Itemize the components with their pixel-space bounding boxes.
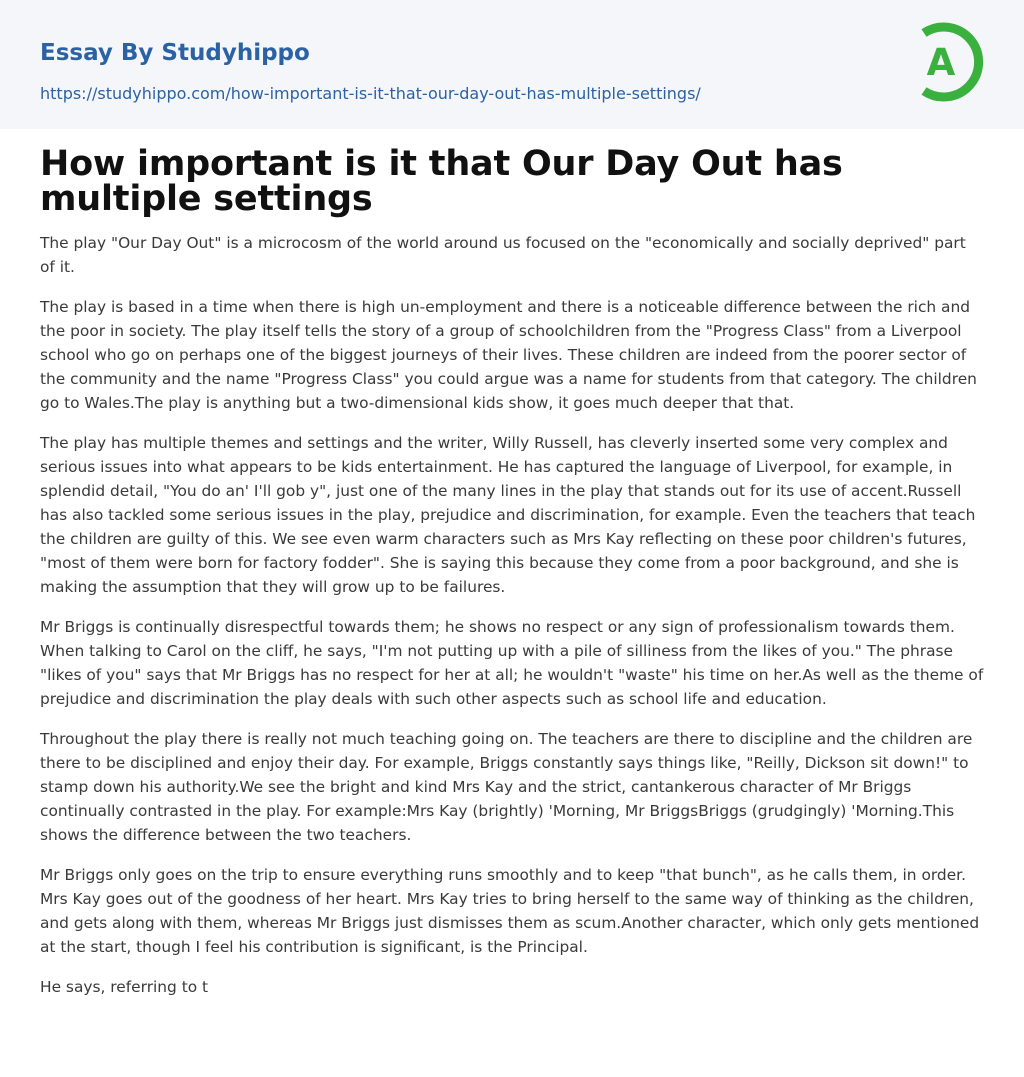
paragraph: The play has multiple themes and settings and the writer, Willy Russell, has cleverly inserted some very complex and serious issues into what appears to be kids entertainment. He has captured the language of Liverpool, for example, in splendid detail, "You do an' I'll gob y", just one of the many lines in the play that stands out for its use of accent.Russell has also tackled some serious issues in the play, prejudice and discrimination, for example. Even the teachers that teach the children are guilty of this. We see even warm characters such as Mrs Kay reflecting on these poor children's futures, "most of them were born for factory fodder". She is saying this because they come from a poor background, and she is making the assumption that they will grow up to be failures. (40, 434, 976, 596)
logo-letter: A (926, 41, 956, 84)
source-url-link[interactable]: https://studyhippo.com/how-important-is-it-that-our-day-out-has-multiple-settings/ (40, 84, 701, 103)
paragraph: Mr Briggs is continually disrespectful towards them; he shows no respect or any sign of professionalism towards them. When talking to Carol on the cliff, he says, "I'm not putting up with a pile of silliness from the likes of you." The phrase "likes of you" says that Mr Briggs has no respect for her at all; he wouldn't "waste" his time on her.As well as the theme of prejudice and discrimination the play deals with such other aspects such as school life and education. (40, 618, 984, 708)
site-title[interactable]: Essay By Studyhippo (40, 40, 310, 66)
studyhippo-logo-icon[interactable] (906, 16, 992, 108)
paragraph: Throughout the play there is really not much teaching going on. The teachers are there to discipline and the children are there to be disciplined and enjoy their day. For example, Briggs constantly says things like, "Reilly, Dickson sit down!" to stamp down his authority.We see the bright and kind Mrs Kay and the strict, cantankerous character of Mr Briggs continually contrasted in the play. For example:Mrs Kay (brightly) 'Morning, Mr BriggsBriggs (grudgingly) 'Morning.This shows the difference between the two teachers. (40, 730, 973, 844)
page-title: How important is it that Our Day Out has multiple settings (40, 144, 843, 219)
paragraph: Mr Briggs only goes on the trip to ensure everything runs smoothly and to keep "that bunch", as he calls them, in order. Mrs Kay goes out of the goodness of her heart. Mrs Kay tries to bring herself to the same way of thinking as the children, and gets along with them, whereas Mr Briggs just dismisses them as scum.Another character, which only gets mentioned at the start, though I feel his contribution is significant, is the Principal. (40, 866, 980, 956)
site-header (0, 0, 1024, 129)
paragraph: He says, referring to t (40, 978, 209, 996)
article (0, 144, 1024, 999)
paragraph: The play is based in a time when there is high un-employment and there is a noticeable difference between the rich and the poor in society. The play itself tells the story of a group of schoolchildren from the "Progress Class" from a Liverpool school who go on perhaps one of the biggest journeys of their lives. These children are indeed from the poorer sector of the community and the name "Progress Class" you could argue was a name for students from that category. The children go to Wales.The play is anything but a two-dimensional kids show, it goes much deeper that that. (40, 298, 977, 412)
paragraph: The play "Our Day Out" is a microcosm of the world around us focused on the "economically and socially deprived" part of it. (40, 234, 966, 276)
